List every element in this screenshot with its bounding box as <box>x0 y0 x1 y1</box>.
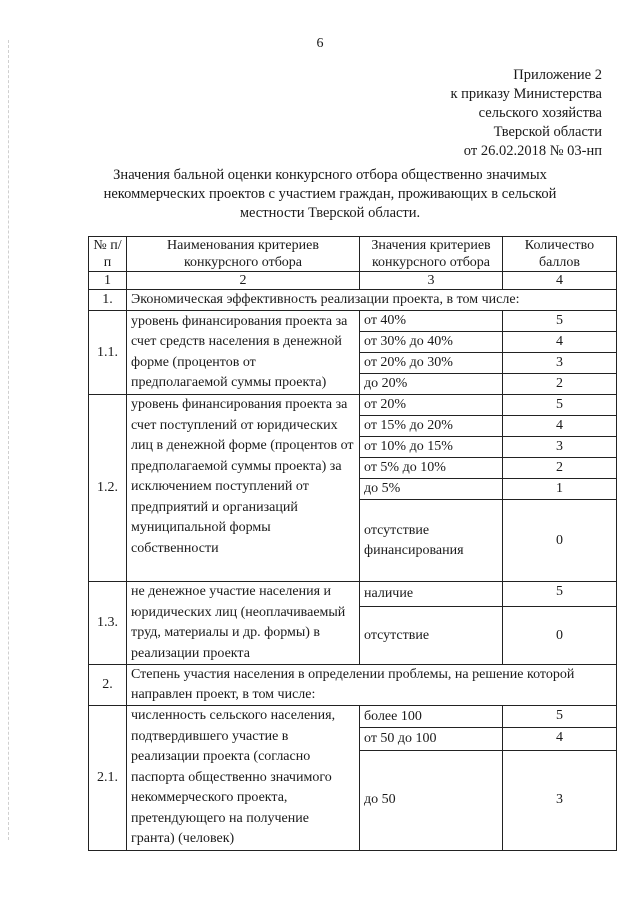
table-row <box>89 706 617 728</box>
column-number: 1 <box>89 272 127 290</box>
header-name: Наименования критериев конкурсного отбора <box>127 237 360 272</box>
criterion-value: от 50 до 100 <box>360 728 503 750</box>
appendix-header <box>451 66 603 161</box>
title-line: некоммерческих проектов с участием граждан, проживающих в сельской <box>103 186 557 202</box>
criterion-value: от 10% до 15% <box>360 437 503 458</box>
score-value: 4 <box>503 416 617 437</box>
row-num: 1.3. <box>89 582 127 665</box>
score-value: 4 <box>503 332 617 353</box>
score-value: 2 <box>503 374 617 395</box>
header-num: № п/п <box>89 237 127 272</box>
column-number: 4 <box>503 272 617 290</box>
appendix-line: Приложение 2 <box>513 67 602 83</box>
criterion-value: от 30% до 40% <box>360 332 503 353</box>
score-value: 3 <box>503 353 617 374</box>
page-number: 6 <box>316 36 324 51</box>
section-text: Степень участия населения в определении проблемы, на решение которой направлен проект, в том числе: <box>127 665 617 706</box>
criterion-value: от 20% <box>360 395 503 416</box>
header-score: Количество баллов <box>503 237 617 272</box>
appendix-line: к приказу Министерства <box>450 86 602 102</box>
criterion-value: от 40% <box>360 311 503 332</box>
section-row <box>89 290 617 311</box>
section-num: 2. <box>89 665 127 706</box>
score-value: 5 <box>503 311 617 332</box>
table-row <box>89 311 617 332</box>
title-line: местности Тверской области. <box>239 205 421 221</box>
row-num: 1.2. <box>89 395 127 582</box>
score-value: 0 <box>503 607 617 665</box>
table-row <box>89 582 617 607</box>
criterion-value: отсутствие <box>360 607 503 665</box>
section-text: Экономическая эффективность реализации проекта, в том числе: <box>127 290 617 311</box>
criterion-text: не денежное участие населения и юридических лиц (неоплачиваемый труд, материалы и др. формы) в реализации проекта <box>127 582 360 665</box>
column-number: 3 <box>360 272 503 290</box>
criterion-value: наличие <box>360 582 503 607</box>
criterion-value: отсутствие финансирования <box>360 500 503 582</box>
criterion-value: до 20% <box>360 374 503 395</box>
appendix-line: сельского хозяйства <box>478 105 602 121</box>
column-numbers-row <box>89 272 617 290</box>
title-line: Значения бальной оценки конкурсного отбора общественно значимых <box>113 167 547 183</box>
criterion-text: уровень финансирования проекта за счет средств населения в денежной форме (процентов от предполагаемой суммы проекта) <box>127 311 360 395</box>
criterion-text: уровень финансирования проекта за счет поступлений от юридических лиц в денежной форме (процентов от предполагаемой суммы проекта) за исключением поступлений от предприятий и организаций муниципальной формы собственности <box>127 395 360 582</box>
score-value: 5 <box>503 582 617 607</box>
score-value: 2 <box>503 458 617 479</box>
column-number: 2 <box>127 272 360 290</box>
score-value: 5 <box>503 395 617 416</box>
table-row <box>89 395 617 416</box>
score-value: 4 <box>503 728 617 750</box>
criterion-value: от 15% до 20% <box>360 416 503 437</box>
header-value: Значения критериев конкурсного отбора <box>360 237 503 272</box>
table-header-row <box>89 237 617 272</box>
criterion-value: до 5% <box>360 479 503 500</box>
score-value: 5 <box>503 706 617 728</box>
document-title <box>60 166 600 223</box>
criterion-value: более 100 <box>360 706 503 728</box>
score-value: 1 <box>503 479 617 500</box>
score-value: 0 <box>503 500 617 582</box>
criterion-value: от 20% до 30% <box>360 353 503 374</box>
score-value: 3 <box>503 750 617 850</box>
appendix-line: от 26.02.2018 № 03-нп <box>463 143 602 159</box>
appendix-line: Тверской области <box>493 124 602 140</box>
scan-margin-marks <box>8 40 11 840</box>
criterion-value: от 5% до 10% <box>360 458 503 479</box>
section-num: 1. <box>89 290 127 311</box>
criterion-text: численность сельского населения, подтвердившего участие в реализации проекта (согласно паспорта общественно значимого некоммерческого проекта, претендующего на получение гранта) (человек) <box>127 706 360 851</box>
criterion-value: до 50 <box>360 750 503 850</box>
row-num: 1.1. <box>89 311 127 395</box>
score-value: 3 <box>503 437 617 458</box>
criteria-table <box>88 236 617 851</box>
section-row <box>89 665 617 706</box>
row-num: 2.1. <box>89 706 127 851</box>
